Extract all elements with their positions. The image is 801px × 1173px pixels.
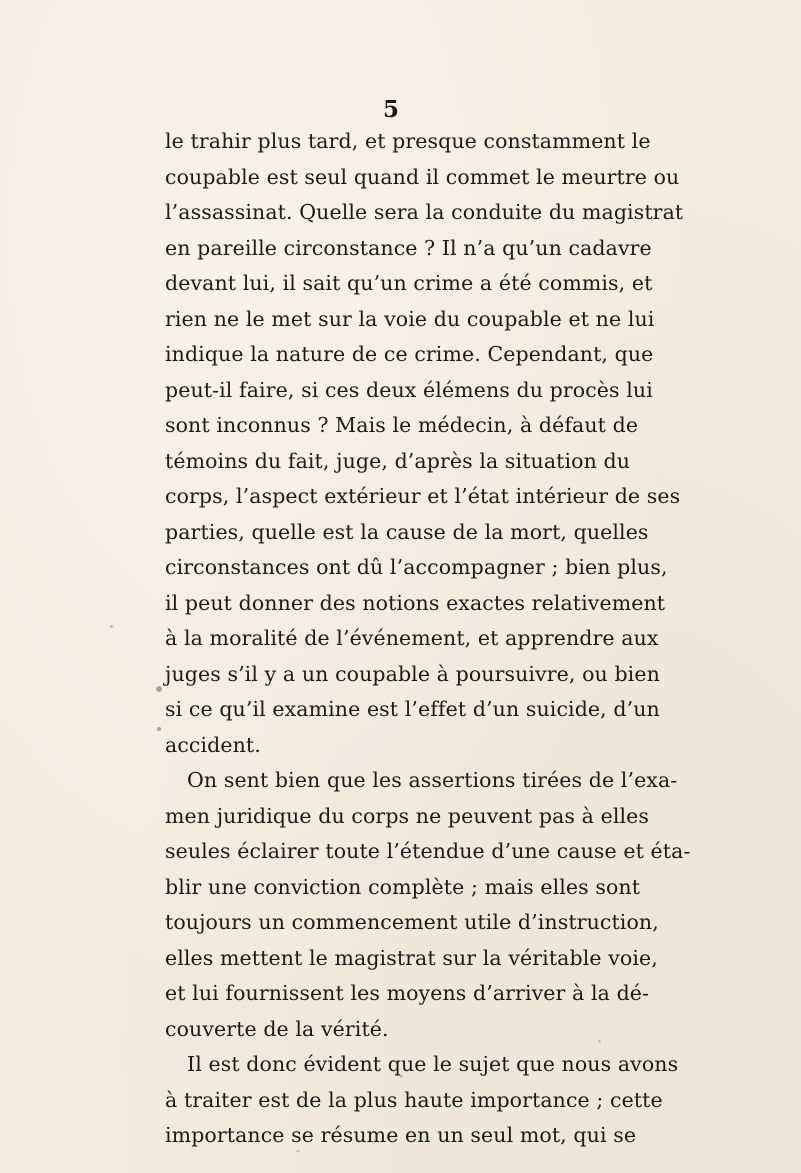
text-line: en pareille circonstance ? Il n’a qu’un cadavre xyxy=(165,235,652,260)
text-line: indique la nature de ce crime. Cependant, que xyxy=(165,342,654,366)
text-line: à la moralité de l’événement, et apprendre aux xyxy=(165,626,659,650)
text-line: seules éclairer toute l’étendue d’une cause et éta- xyxy=(165,839,691,863)
text-line: importance se résume en un seul mot, qui se xyxy=(165,1123,637,1147)
text-line: juges s’il y a un coupable à poursuivre, ou bien xyxy=(165,661,660,686)
text-line: parties, quelle est la cause de la mort, quelles xyxy=(165,519,649,544)
ink-speck xyxy=(110,625,113,628)
ink-speck xyxy=(156,686,162,692)
page-number: 5 xyxy=(382,96,399,123)
ink-speck xyxy=(598,1040,601,1043)
text-line: circonstances ont dû l’accompagner ; bien plus, xyxy=(165,555,668,579)
text-line: et lui fournissent les moyens d’arriver à la dé- xyxy=(165,981,650,1005)
text-line: men juridique du corps ne peuvent pas à elles xyxy=(165,803,649,828)
text-line: le trahir plus tard, et presque constamment le xyxy=(165,129,651,153)
text-line: à traiter est de la plus haute importance ; cette xyxy=(165,1087,663,1112)
text-line: devant lui, il sait qu’un crime a été commis, et xyxy=(165,271,653,295)
text-line: Il est donc évident que le sujet que nous avons xyxy=(187,1052,679,1076)
text-line: couverte de la vérité. xyxy=(165,1016,389,1041)
text-line: elles mettent le magistrat sur la véritable voie, xyxy=(165,945,658,970)
text-line: il peut donner des notions exactes relativement xyxy=(165,590,666,615)
text-line: l’assassinat. Quelle sera la conduite du magistrat xyxy=(165,200,684,224)
text-line: si ce qu’il examine est l’effet d’un suicide, d’un xyxy=(165,697,660,721)
text-line: rien ne le met sur la voie du coupable et ne lui xyxy=(165,306,655,331)
text-line: sont inconnus ? Mais le médecin, à défaut de xyxy=(165,413,639,437)
text-line: coupable est seul quand il commet le meurtre ou xyxy=(165,164,680,189)
text-line: toujours un commencement utile d’instruction, xyxy=(165,910,659,934)
text-line: témoins du fait, juge, d’après la situation du xyxy=(165,448,631,473)
ink-speck xyxy=(400,1075,403,1078)
text-line: On sent bien que les assertions tirées de l’exa- xyxy=(187,768,678,792)
text-line: peut-il faire, si ces deux élémens du procès lui xyxy=(165,377,653,402)
text-line: blir une conviction complète ; mais elles sont xyxy=(165,874,641,899)
body-text xyxy=(165,124,691,1154)
ink-speck xyxy=(296,1150,300,1152)
ink-speck xyxy=(157,727,161,731)
text-line: corps, l’aspect extérieur et l’état intérieur de ses xyxy=(165,484,681,508)
text-line: accident. xyxy=(165,732,261,757)
